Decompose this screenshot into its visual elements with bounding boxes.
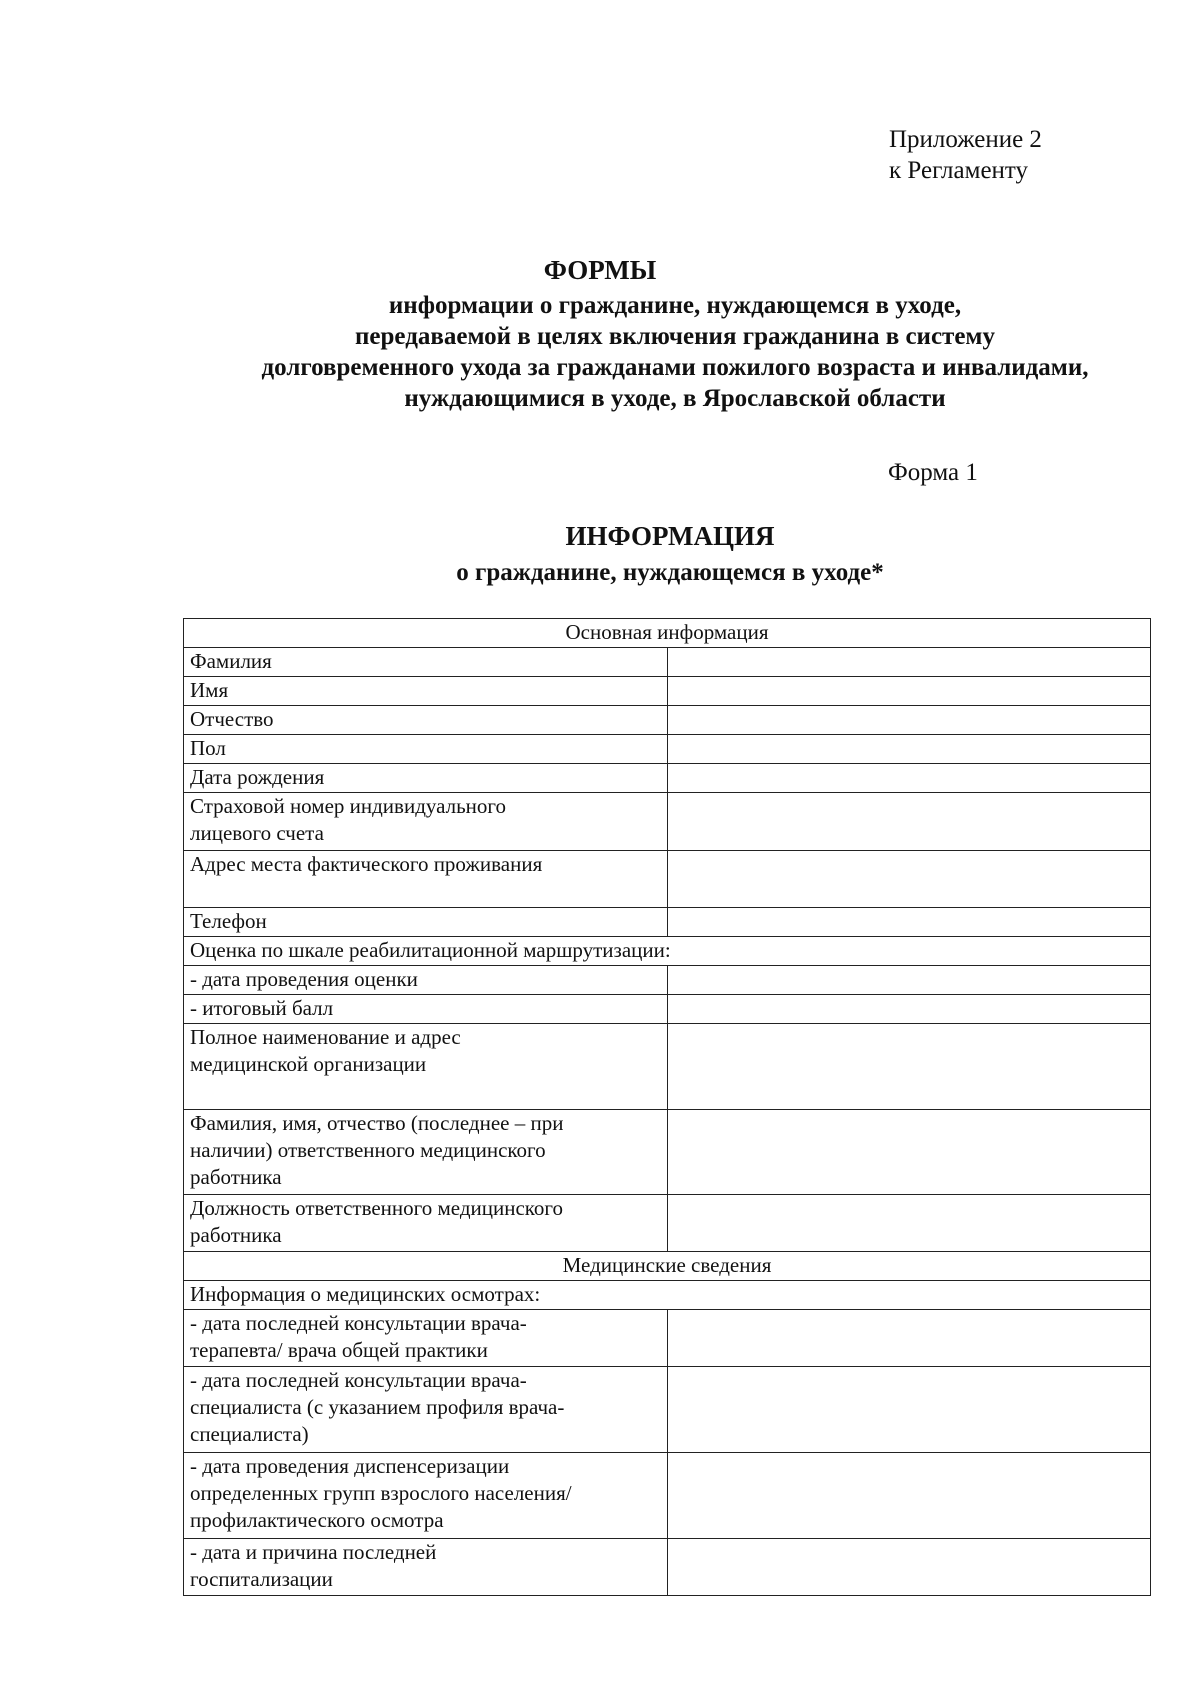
info-subtitle: о гражданине, нуждающемся в уходе* <box>456 559 884 586</box>
table-row <box>184 1110 1151 1195</box>
section-row <box>184 1252 1151 1281</box>
table-row <box>184 1310 1151 1367</box>
table-row <box>184 966 1151 995</box>
field-label-hospitalization: - дата и причина последней госпитализации <box>184 1539 668 1596</box>
table-row <box>184 995 1151 1024</box>
field-label-worker-position: Должность ответственного медицинского работника <box>184 1195 668 1252</box>
field-value-worker-position[interactable] <box>667 1195 1151 1252</box>
table-row <box>184 937 1151 966</box>
field-label-surname: Фамилия <box>184 648 668 677</box>
appendix-reference <box>889 124 1042 186</box>
table-row <box>184 908 1151 937</box>
forms-subtitle <box>140 290 1200 414</box>
field-value-specialist-consult[interactable] <box>667 1367 1151 1453</box>
section-main-info: Основная информация <box>184 619 1151 648</box>
field-label-birthdate: Дата рождения <box>184 764 668 793</box>
table-row <box>184 1453 1151 1539</box>
field-value-assessment-date[interactable] <box>667 966 1151 995</box>
field-label-dispensary-exam: - дата проведения диспенсеризации определенных групп взрослого населения/ профилактического осмотра <box>184 1453 668 1539</box>
field-label-assessment-date: - дата проведения оценки <box>184 966 668 995</box>
form-number-label: Форма 1 <box>888 459 978 486</box>
field-label-therapist-consult: - дата последней консультации врача- терапевта/ врача общей практики <box>184 1310 668 1367</box>
field-value-phone[interactable] <box>667 908 1151 937</box>
field-label-snils: Страховой номер индивидуального лицевого счета <box>184 793 668 851</box>
rehab-scale-header: Оценка по шкале реабилитационной маршрутизации: <box>184 937 1151 966</box>
field-value-snils[interactable] <box>667 793 1151 851</box>
field-value-address[interactable] <box>667 851 1151 908</box>
section-medical-info: Медицинские сведения <box>184 1252 1151 1281</box>
field-value-name[interactable] <box>667 677 1151 706</box>
field-label-address: Адрес места фактического проживания <box>184 851 668 908</box>
citizen-info-table <box>183 618 1151 1596</box>
table-row <box>184 851 1151 908</box>
field-value-responsible-worker[interactable] <box>667 1110 1151 1195</box>
field-value-surname[interactable] <box>667 648 1151 677</box>
table-row <box>184 793 1151 851</box>
forms-subtitle-line: нуждающимися в уходе, в Ярославской области <box>404 385 946 412</box>
field-value-therapist-consult[interactable] <box>667 1310 1151 1367</box>
field-value-birthdate[interactable] <box>667 764 1151 793</box>
field-value-total-score[interactable] <box>667 995 1151 1024</box>
field-label-total-score: - итоговый балл <box>184 995 668 1024</box>
table-row <box>184 1367 1151 1453</box>
forms-subtitle-line: передаваемой в целях включения гражданина в систему <box>355 323 995 350</box>
forms-title: ФОРМЫ <box>543 255 657 285</box>
field-label-patronymic: Отчество <box>184 706 668 735</box>
table-row <box>184 1024 1151 1110</box>
table-row <box>184 764 1151 793</box>
field-label-specialist-consult: - дата последней консультации врача- специалиста (с указанием профиля врача- специалиста) <box>184 1367 668 1453</box>
table-row <box>184 1195 1151 1252</box>
field-value-hospitalization[interactable] <box>667 1539 1151 1596</box>
field-value-medical-org[interactable] <box>667 1024 1151 1110</box>
section-row <box>184 619 1151 648</box>
medical-exams-header: Информация о медицинских осмотрах: <box>184 1281 1151 1310</box>
appendix-number: Приложение 2 <box>889 126 1042 153</box>
field-value-sex[interactable] <box>667 735 1151 764</box>
table-row <box>184 706 1151 735</box>
table-row <box>184 648 1151 677</box>
forms-subtitle-line: долговременного ухода за гражданами пожилого возраста и инвалидами, <box>261 354 1089 381</box>
field-label-medical-org: Полное наименование и адрес медицинской организации <box>184 1024 668 1110</box>
field-label-name: Имя <box>184 677 668 706</box>
appendix-regulation: к Регламенту <box>889 157 1029 184</box>
table-row <box>184 1539 1151 1596</box>
table-row <box>184 735 1151 764</box>
field-label-responsible-worker: Фамилия, имя, отчество (последнее – при наличии) ответственного медицинского работника <box>184 1110 668 1195</box>
field-value-patronymic[interactable] <box>667 706 1151 735</box>
forms-subtitle-line: информации о гражданине, нуждающемся в уходе, <box>388 292 962 319</box>
field-value-dispensary-exam[interactable] <box>667 1453 1151 1539</box>
info-title: ИНФОРМАЦИЯ <box>565 521 775 551</box>
field-label-phone: Телефон <box>184 908 668 937</box>
table-row <box>184 677 1151 706</box>
table-row <box>184 1281 1151 1310</box>
field-label-sex: Пол <box>184 735 668 764</box>
